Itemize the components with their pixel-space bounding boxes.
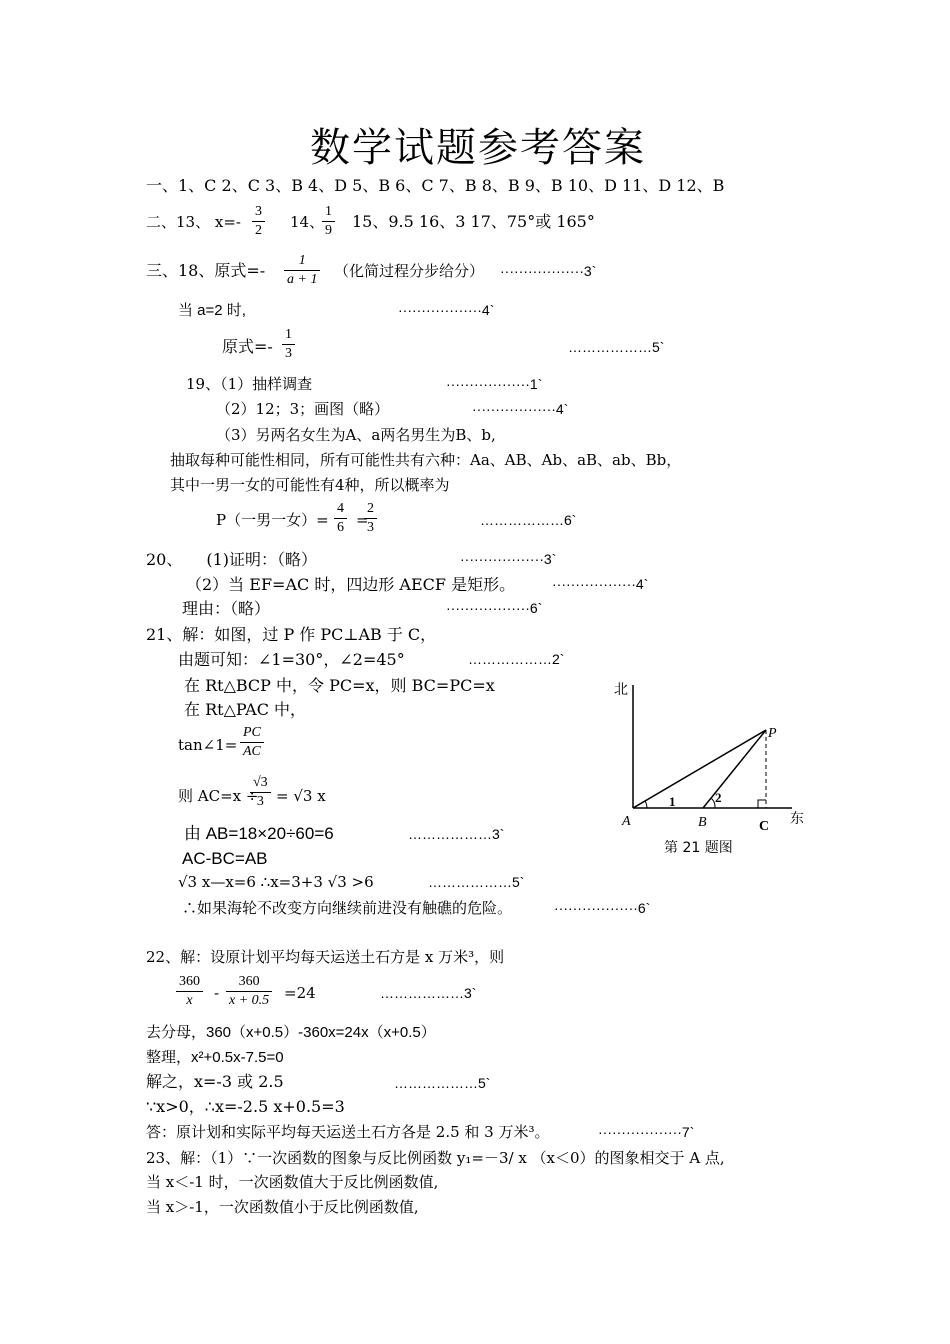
q19-eq: = <box>356 511 369 529</box>
q22-line1: 22、解：设原计划平均每天运送土石方是 x 万米³，则 <box>146 948 505 966</box>
q22-line5: 解之，x=-3 或 2.5 <box>146 1072 284 1091</box>
part1-answers: 一、1、C 2、C 3、B 4、D 5、B 6、C 7、B 8、B 9、B 10、D 11、D 12、B <box>146 176 725 195</box>
q22-fraction2: 360 x + 0.5 <box>226 975 272 1008</box>
score-dots: ………………2` <box>468 651 565 667</box>
part2-mid: 14、 <box>290 213 325 231</box>
point-p-label: P <box>768 726 777 741</box>
part2-rest: 15、9.5 16、3 17、75°或 165° <box>352 212 595 231</box>
score-dots: ………………3` <box>380 985 477 1001</box>
score-dots: ··················1` <box>446 376 543 392</box>
angle1-arc <box>645 801 647 808</box>
q19-prob-prefix: P（一男一女）= <box>216 511 329 529</box>
score-dots: ··················4` <box>552 576 649 592</box>
q20-line1: 20、 (1)证明：（略） <box>146 550 318 569</box>
point-a-label: A <box>622 814 631 829</box>
q21-tan-prefix: tan∠1= <box>178 736 238 754</box>
score-dots: ………………5` <box>428 874 525 890</box>
q21-ac-suffix: = √3 x <box>276 787 326 805</box>
q21-line4: 在 Rt△PAC 中， <box>184 700 307 719</box>
page-title: 数学试题参考答案 <box>310 125 646 171</box>
line-bp <box>703 730 766 808</box>
q18-when: 当 a=2 时, <box>178 302 246 319</box>
q23-line3: 当 x＞-1，一次函数值小于反比例函数值, <box>146 1198 419 1216</box>
q18-prefix: 三、18、原式=- <box>146 261 266 280</box>
angle2-label: 2 <box>715 790 722 805</box>
fraction-2-3: 2 3 <box>364 502 377 535</box>
q22-fraction1: 360 x <box>176 975 203 1008</box>
q22-line3: 去分母，360（x+0.5）-360x=24x（x+0.5） <box>146 1024 436 1041</box>
q21-line2: 由题可知：∠1=30°，∠2=45° <box>178 650 405 669</box>
q22-minus: - <box>214 984 220 1002</box>
q19-line1: 19、（1）抽样调查 <box>186 375 313 393</box>
figure-caption: 第 21 题图 <box>664 840 733 856</box>
score-dots: ………………5` <box>394 1075 491 1091</box>
q21-ac-prefix: 则 AC=x ÷ <box>178 787 259 805</box>
q19-line4: 抽取每种可能性相同，所有可能性共有六种：Aa、AB、Ab、aB、ab、Bb， <box>170 451 682 469</box>
score-dots: ………………3` <box>408 826 505 842</box>
q18-note: （化简过程分步给分） <box>334 262 485 280</box>
q21-line7: 由 AB=18×20÷60=6 <box>184 824 334 843</box>
score-dots: ··················7` <box>598 1124 695 1140</box>
q23-line2: 当 x＜-1 时，一次函数值大于反比例函数值, <box>146 1173 439 1191</box>
q21-line10: ∴如果海轮不改变方向继续前进没有触礁的危险。 <box>182 899 513 917</box>
angle1-label: 1 <box>669 794 676 809</box>
q20-line2: （2）当 EF=AC 时，四边形 AECF 是矩形。 <box>186 575 516 594</box>
score-dots: ………………5` <box>568 339 665 355</box>
q20-line3: 理由：（略） <box>182 599 271 618</box>
q21-ac-fraction: √3 3 <box>250 776 271 809</box>
point-c-label: C <box>759 819 770 834</box>
east-label: 东 <box>790 811 804 827</box>
q18-result-fraction: 1 3 <box>282 328 295 361</box>
score-dots: ………………6` <box>480 512 577 528</box>
q21-line3: 在 Rt△BCP 中，令 PC=x，则 BC=PC=x <box>184 676 495 695</box>
score-dots: ··················6` <box>554 900 651 916</box>
fraction-4-6: 4 6 <box>334 502 347 535</box>
q23-line1: 23、解：（1）∵一次函数的图象与反比例函数 y₁=－3/ x （x＜0）的图象相交于 A 点, <box>146 1149 725 1167</box>
q18-result-prefix: 原式=- <box>222 337 273 356</box>
score-dots: ··················3` <box>500 263 597 279</box>
score-dots: ··················4` <box>398 302 495 318</box>
q19-line5: 其中一男一女的可能性有4种，所以概率为 <box>170 476 450 494</box>
north-label: 北 <box>614 682 628 698</box>
figure-21-diagram <box>610 675 810 860</box>
q19-line3: （3）另两名女生为A、a两名男生为B、b, <box>216 426 496 444</box>
score-dots: ··················3` <box>460 551 557 567</box>
score-dots: ··················6` <box>446 600 543 616</box>
right-angle-mark <box>758 800 766 808</box>
q22-line7: 答：原计划和实际平均每天运送土石方各是 2.5 和 3 万米³。 <box>146 1123 550 1141</box>
q21-line8: AC-BC=AB <box>182 849 268 868</box>
q22-line6: ∵x>0，∴x=-2.5 x+0.5=3 <box>146 1097 345 1116</box>
q21-line1: 21、解：如图，过 P 作 PC⊥AB 于 C， <box>146 625 437 644</box>
q19-line2: （2）12；3；画图（略） <box>216 400 390 418</box>
score-dots: ··················4` <box>472 401 569 417</box>
fraction-1-9: 1 9 <box>322 205 335 238</box>
q18-fraction: 1 a + 1 <box>284 254 320 287</box>
line-ap <box>633 730 766 808</box>
q21-tan-fraction: PC AC <box>240 726 264 759</box>
part2-prefix: 二、13、 x=- <box>146 213 241 231</box>
q22-eq: =24 <box>284 984 316 1002</box>
q22-line4: 整理，x²+0.5x-7.5=0 <box>146 1049 284 1066</box>
fraction-3-2: 3 2 <box>252 205 265 238</box>
point-b-label: B <box>698 815 707 830</box>
q21-line9: √3 x—x=6 ∴x=3+3 √3 >6 <box>178 873 374 891</box>
